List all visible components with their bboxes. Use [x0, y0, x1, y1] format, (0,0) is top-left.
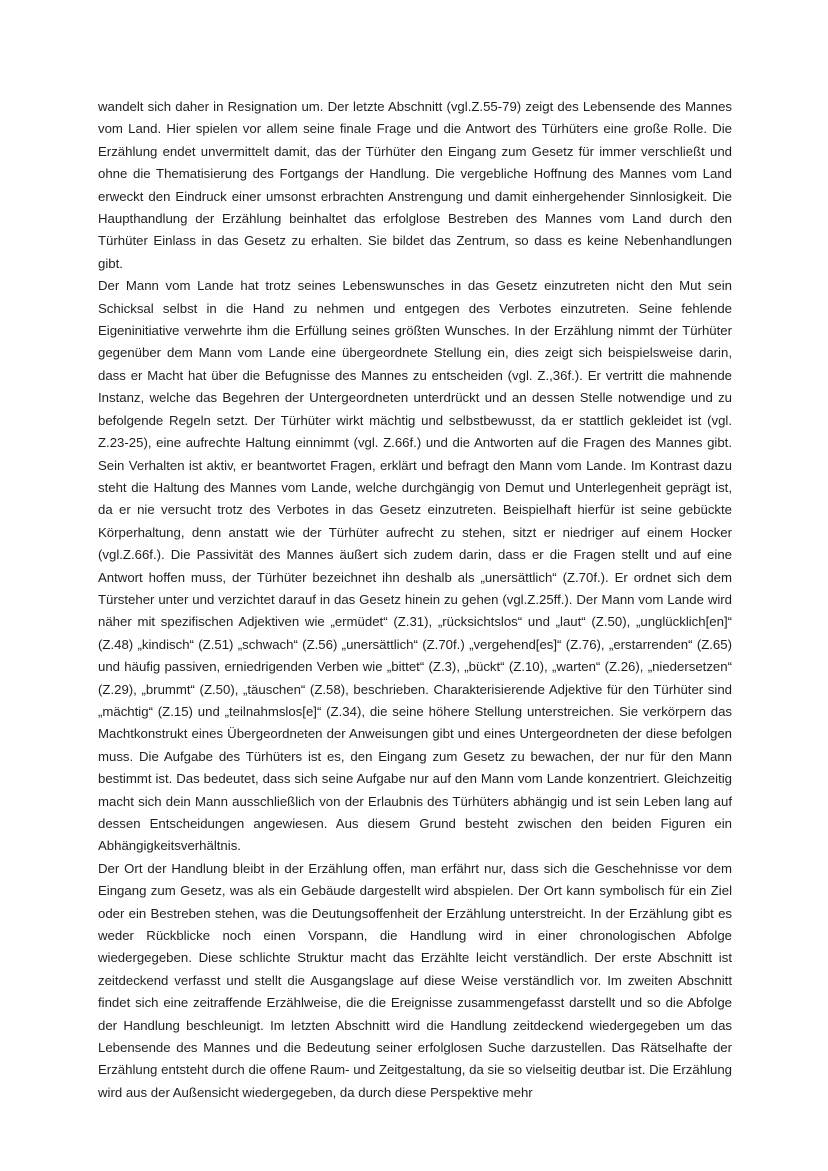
paragraph-resignation: wandelt sich daher in Resignation um. Der letzte Abschnitt (vgl.Z.55-79) zeigt des Lebensende des Mannes vom Land. Hier spielen vor allem seine finale Frage und die Antwort des Türhüters eine große Rolle. Die Erzählung endet unvermittelt damit, das der Türhüter den Eingang zum Gesetz für immer verschließt und ohne die Thematisierung des Fortgangs der Handlung. Die vergebliche Hoffnung des Mannes vom Land erweckt den Eindruck einer umsonst erbrachten Anstrengung und damit einhergehender Sinnlosigkeit. Die Haupthandlung der Erzählung beinhaltet das erfolglose Bestreben des Mannes vom Land durch den Türhüter Einlass in das Gesetz zu erhalten. Sie bildet das Zentrum, so dass es keine Nebenhandlungen gibt.: [98, 99, 732, 271]
paragraph-characters: Der Mann vom Lande hat trotz seines Lebenswunsches in das Gesetz einzutreten nicht den Mut sein Schicksal selbst in die Hand zu nehmen und entgegen des Verbotes einzutreten. Seine fehlende Eigeninitiative verwehrte ihm die Erfüllung seines größten Wunsches. In der Erzählung nimmt der Türhüter gegenüber dem Mann vom Lande eine übergeordnete Stellung ein, dies zeigt sich beispielsweise darin, dass er Macht hat über die Befugnisse des Mannes zu entscheiden (vgl. Z.,36f.). Er vertritt die mahnende Instanz, welche das Begehren der Untergeordneten unterdrückt und an dessen Stelle notwendige und zu befolgende Regeln setzt. Der Türhüter wirkt mächtig und selbstbewusst, da er stattlich gekleidet ist (vgl. Z.23-25), eine aufrechte Haltung einnimmt (vgl. Z.66f.) und die Antworten auf die Fragen des Mannes gibt. Sein Verhalten ist aktiv, er beantwortet Fragen, erklärt und befragt den Mann vom Lande. Im Kontrast dazu steht die Haltung des Mannes vom Lande, welche durchgängig von Demut und Unterlegenheit geprägt ist, da er nie versucht trotz des Verbotes in das Gesetz einzutreten. Beispielhaft hierfür ist seine gebückte Körperhaltung, denn anstatt wie der Türhüter aufrecht zu stehen, sitzt er niedriger auf einem Hocker (vgl.Z.66f.). Die Passivität des Mannes äußert sich zudem darin, dass er die Fragen stellt und auf eine Antwort hoffen muss, der Türhüter bezeichnet ihn deshalb als „unersättlich“ (Z.70f.). Er ordnet sich dem Türsteher unter und verzichtet darauf in das Gesetz hinein zu gehen (vgl.Z.25ff.). Der Mann vom Lande wird näher mit spezifischen Adjektiven wie „ermüdet“ (Z.31), „rücksichtslos“ und „laut“ (Z.50), „unglücklich[en]“ (Z.48) „kindisch“ (Z.51) „schwach“ (Z.56) „unersättlich“ (Z.70f.) „vergehend[es]“ (Z.76), „erstarrenden“ (Z.65) und häufig passiven, erniedrigenden Verben wie „bittet“ (Z.3), „bückt“ (Z.10), „warten“ (Z.26), „niedersetzen“ (Z.29), „brummt“ (Z.50), „täuschen“ (Z.58), beschrieben. Charakterisierende Adjektive für den Türhüter sind „mächtig“ (Z.15) und „teilnahmslos[e]“ (Z.34), die seine höhere Stellung unterstreichen. Sie verkörpern das Machtkonstrukt eines Übergeordneten der Anweisungen gibt und eines Untergeordneten der diese befolgen muss. Die Aufgabe des Türhüters ist es, den Eingang zum Gesetz zu bewachen, der nur für den Mann bestimmt ist. Das bedeutet, dass sich seine Aufgabe nur auf den Mann vom Lande konzentriert. Gleichzeitig macht sich dein Mann ausschließlich von der Erlaubnis des Türhüters abhängig und ist sein Leben lang auf dessen Entscheidungen angewiesen. Aus diesem Grund besteht zwischen den beiden Figuren ein Abhängigkeitsverhältnis.: [98, 278, 732, 854]
document-page: [98, 96, 732, 1104]
paragraph-setting: Der Ort der Handlung bleibt in der Erzählung offen, man erfährt nur, dass sich die Geschehnisse vor dem Eingang zum Gesetz, was als ein Gebäude dargestellt wird abspielen. Der Ort kann symbolisch für ein Ziel oder ein Bestreben stehen, was die Deutungsoffenheit der Erzählung unterstreicht. In der Erzählung gibt es weder Rückblicke noch einen Vorspann, die Handlung wird in einer chronologischen Abfolge wiedergegeben. Diese schlichte Struktur macht das Erzählte leicht verständlich. Der erste Abschnitt ist zeitdeckend verfasst und stellt die Ausgangslage auf diese Weise verständlich vor. Im zweiten Abschnitt findet sich eine zeitraffende Erzählweise, die die Ereignisse zusammengefasst darstellt und so die Abfolge der Handlung beschleunigt. Im letzten Abschnitt wird die Handlung zeitdeckend wiedergegeben um das Lebensende des Mannes und die Bedeutung seiner erfolglosen Suche darzustellen. Das Rätselhafte der Erzählung entsteht durch die offene Raum- und Zeitgestaltung, da sie so vielseitig deutbar ist. Die Erzählung wird aus der Außensicht wiedergegeben, da durch diese Perspektive mehr: [98, 860, 732, 1100]
